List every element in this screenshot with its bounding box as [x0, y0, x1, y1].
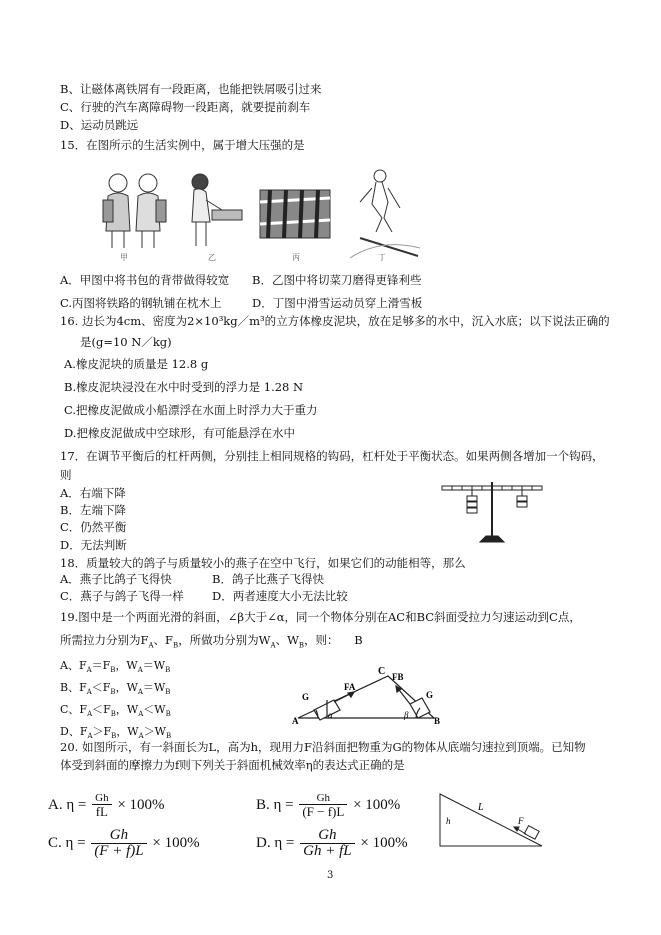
q20-c-label: C. η = [48, 834, 86, 851]
q19-option-part: A [87, 710, 93, 719]
q19-stem-2 [60, 635, 363, 649]
lever-drawing [440, 476, 545, 546]
q20-a-fraction [92, 793, 111, 818]
q19-sub-a: A [148, 641, 154, 650]
label-g2: G [426, 690, 434, 700]
label-h: h [446, 816, 451, 826]
lever-figure [440, 476, 545, 546]
q19-option-part: B [165, 710, 171, 719]
q15-option-c: C.丙图将铁路的钢轨铺在枕木上 [60, 296, 222, 310]
q19-option-part: A [138, 732, 144, 741]
q16-stem: 16. 边长为4cm、密度为2×10³kg／m³的立方体橡皮泥块，放在足够多的水中，沉入水底；以下说法正确的 [60, 314, 610, 328]
q15-option-b: B．乙图中将切菜刀磨得更锋利些 [252, 273, 422, 287]
q20-c-num: Gh [109, 827, 129, 843]
q19-option-part: ＝W [142, 681, 166, 694]
q20-a-den: fL [92, 804, 111, 818]
q19-option [60, 726, 171, 740]
q19-option-part: ，W [116, 725, 139, 738]
q19-option-part: C、F [60, 703, 88, 716]
label-f: F [518, 816, 524, 826]
q20-d-tail: × 100% [360, 834, 408, 851]
q19-option-part: A [137, 688, 143, 697]
q20-a-label: A. η = [48, 796, 87, 813]
label-fa: FA [344, 682, 356, 692]
q20-d-label: D. η = [256, 834, 295, 851]
q15-stem: 15．在图所示的生活实例中，属于增大压强的是 [60, 138, 305, 152]
q20-a-num: Gh [95, 792, 109, 804]
q17-option-b: B．左端下降 [60, 503, 126, 517]
q19-option-part: ＞W [143, 725, 166, 738]
page-number: 3 [327, 870, 334, 881]
q19-option-part: B [165, 666, 171, 675]
caption-yi: 乙 [208, 253, 216, 262]
q19-option-part: ，W [115, 681, 138, 694]
q19-stem2-mid: 、F [153, 633, 174, 647]
q20-option-a [48, 793, 165, 818]
q19-sub-b: B [173, 641, 179, 650]
q19-option-part: ，W [115, 659, 138, 672]
q19-stem: 19.图中是一个两面光滑的斜面，∠β大于∠α，同一个物体分别在AC和BC斜面受拉力匀速运动到C点， [60, 610, 581, 624]
q20-b-label: B. η = [256, 796, 294, 813]
q19-option-part: B、F [60, 681, 87, 694]
q19-option-part: ＝W [142, 659, 166, 672]
q18-stem: 18．质量较大的鸽子与质量较小的燕子在空中飞行，如果它们的动能相等，那么 [60, 556, 466, 570]
slope-drawing [438, 790, 548, 852]
q15-option-a: A．甲图中将书包的背带做得较宽 [60, 273, 230, 287]
q15-option-d: D．丁图中滑雪运动员穿上滑雪板 [252, 296, 423, 310]
q20-d-fraction [300, 828, 354, 859]
label-beta: β [404, 710, 409, 720]
q20-d-den: Gh + fL [300, 843, 354, 859]
q19-option-part: B [110, 710, 116, 719]
label-c: C [378, 666, 386, 677]
q20-b-fraction [299, 793, 347, 818]
slope-figure [438, 790, 548, 852]
q19-answer: B [354, 633, 363, 647]
q16-option-c: C.把橡皮泥做成小船漂浮在水面上时浮力大于重力 [64, 403, 318, 417]
q20-b-den: (F − f)L [299, 804, 347, 818]
q19-stem2-end: ，则： [304, 633, 339, 647]
q18-option-a: A．燕子比鸽子飞得快 [60, 572, 172, 586]
q19-option-part: D、F [60, 725, 88, 738]
q17-option-d: D．无法判断 [60, 538, 127, 552]
q15-illustrations [100, 168, 430, 263]
incline-figure [292, 664, 442, 726]
q16-option-b: B.橡皮泥块浸没在水中时受到的浮力是 1.28 N [64, 380, 304, 394]
q19-option-part: B [110, 666, 116, 675]
q19-option [60, 682, 170, 696]
label-g1: G [302, 692, 310, 702]
q18-option-c: C．燕子与鸽子飞得一样 [60, 589, 184, 603]
caption-ding: 丁 [378, 253, 386, 262]
q14-option-c: C、行驶的汽车离障碍物一段距离，就要提前刹车 [60, 100, 311, 114]
q20-c-den: (F + f)L [91, 843, 146, 859]
q19-option-part: B [110, 688, 116, 697]
q19-option-part: ＜W [143, 703, 166, 716]
q16-option-a: A.橡皮泥块的质量是 12.8 g [64, 357, 209, 371]
q19-sub-wa: A [270, 641, 276, 650]
caption-bing: 丙 [292, 253, 300, 262]
q20-stem-2: 体受到斜面的摩擦力为f则下列关于斜面机械效率η的表达式正确的是 [60, 758, 405, 772]
q20-option-c [48, 828, 200, 859]
q20-a-tail: × 100% [117, 796, 165, 813]
q19-option-part: ＜F [91, 681, 111, 694]
q19-stem2-mid2: ，所做功分别为W [178, 633, 271, 647]
incline-drawing [292, 664, 442, 726]
label-a: A [292, 716, 299, 726]
q19-option-part: A、F [60, 659, 87, 672]
q19-stem2-text: 所需拉力分别为F [60, 633, 149, 647]
q19-option-part: ＞F [92, 725, 112, 738]
q19-option-part: B [165, 688, 171, 697]
q20-d-num: Gh [318, 827, 337, 843]
q19-option-part: A [86, 666, 92, 675]
q20-b-tail: × 100% [353, 796, 401, 813]
q16-option-d: D.把橡皮泥做成中空球形，有可能悬浮在水中 [64, 426, 295, 440]
q19-option [60, 704, 171, 718]
q14-option-b: B、让磁体离铁屑有一段距离，也能把铁屑吸引过来 [60, 82, 322, 96]
q20-option-b [256, 793, 400, 818]
label-b: B [434, 716, 441, 726]
caption-jia: 甲 [120, 253, 128, 262]
label-alpha: α [328, 710, 333, 720]
q19-option-part: A [137, 666, 143, 675]
q19-option [60, 660, 170, 674]
q19-option-part: ＜F [92, 703, 111, 716]
q17-option-c: C．仍然平衡 [60, 520, 127, 534]
q20-c-tail: × 100% [152, 834, 200, 851]
q17-option-a: A．右端下降 [60, 486, 126, 500]
q19-option-part: B [111, 732, 117, 741]
q14-option-d: D、运动员跳远 [60, 118, 139, 132]
q19-option-part: A [87, 732, 93, 741]
q19-stem2-mid3: 、W [275, 633, 299, 647]
q16-stem-2: 是(g=10 N／kg) [80, 335, 172, 349]
q19-option-part: A [86, 688, 92, 697]
q18-option-b: B．鸽子比燕子飞得快 [212, 572, 324, 586]
q20-stem: 20. 如图所示，有一斜面长为L，高为h，现用力F沿斜面把物重为G的物体从底端匀速拉到顶端。已知物 [60, 740, 586, 754]
q19-option-part: A [138, 710, 144, 719]
q17-stem: 17．在调节平衡后的杠杆两侧，分别挂上相同规格的钩码，杠杆处于平衡状态。如果两侧各增加一个钩码， [60, 449, 604, 463]
label-fb: FB [392, 672, 404, 682]
q18-option-d: D．两者速度大小无法比较 [212, 589, 348, 603]
q20-option-d [256, 828, 408, 859]
q17-stem-2: 则 [60, 468, 72, 482]
label-l: L [478, 802, 484, 813]
q19-option-part: ＝F [91, 659, 111, 672]
q19-option-part: B [166, 732, 172, 741]
q19-option-part: ，W [115, 703, 139, 716]
q19-sub-wb: B [298, 641, 305, 650]
q20-c-fraction [91, 828, 146, 859]
q20-b-num: Gh [316, 792, 331, 804]
q15-figure [100, 168, 430, 263]
